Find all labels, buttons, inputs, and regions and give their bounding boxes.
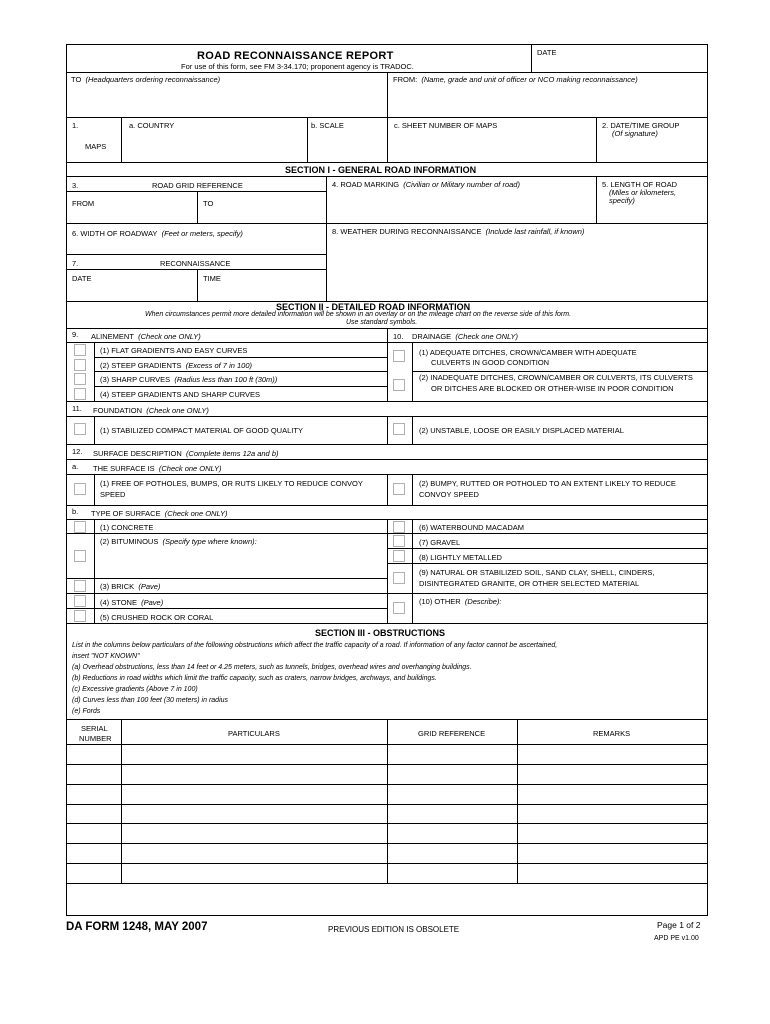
drainage-number: 10. [393, 332, 404, 341]
remarks-cell[interactable] [519, 844, 705, 862]
from-field[interactable] [389, 85, 705, 115]
drainage-option-1b: CULVERTS IN GOOD CONDITION [431, 358, 550, 367]
weather-field[interactable] [329, 237, 705, 299]
particulars-cell[interactable] [123, 864, 385, 882]
length-of-road-field[interactable] [598, 205, 705, 223]
particulars-cell[interactable] [123, 745, 385, 763]
section-2-note-1: When circumstances permit more detailed information will be shown in an overlay or on the mileage chart on the reverse side of this form. [145, 311, 572, 318]
table-row [67, 823, 707, 843]
surface-number: 12. [72, 447, 83, 456]
foundation-checkbox-1[interactable] [74, 423, 86, 435]
brick-option: (3) BRICK (Pave) [100, 582, 161, 591]
coral-option: (5) CRUSHED ROCK OR CORAL [100, 613, 214, 622]
grid-reference-cell[interactable] [389, 844, 515, 862]
date-field[interactable] [533, 57, 707, 71]
remarks-cell[interactable] [519, 824, 705, 842]
grid-reference-cell[interactable] [389, 805, 515, 823]
serial-number-cell[interactable] [69, 785, 119, 803]
table-row [67, 744, 707, 764]
recon-time-label: TIME [203, 274, 221, 283]
remarks-cell[interactable] [519, 745, 705, 763]
drainage-checkbox-2[interactable] [393, 379, 405, 391]
serial-number-cell[interactable] [69, 844, 119, 862]
section-1-title: SECTION I - GENERAL ROAD INFORMATION [285, 165, 477, 175]
remarks-cell[interactable] [519, 785, 705, 803]
remarks-header: REMARKS [593, 729, 631, 738]
scale-label: b. SCALE [311, 121, 344, 130]
road-marking-label: 4. ROAD MARKING (Civilian or Military number of road) [332, 180, 520, 189]
gravel-option: (7) GRAVEL [419, 538, 461, 547]
alinement-checkbox-4[interactable] [74, 388, 86, 400]
remarks-cell[interactable] [519, 805, 705, 823]
macadam-checkbox[interactable] [393, 521, 405, 533]
alinement-label: ALINEMENT (Check one ONLY) [91, 332, 201, 341]
form-title: ROAD RECONNAISSANCE REPORT [197, 50, 394, 62]
brick-checkbox[interactable] [74, 580, 86, 592]
recon-time-field[interactable] [199, 283, 325, 299]
length-hint-1: (Miles or kilometers, [609, 188, 677, 197]
surface-is-option-2a: (2) BUMPY, RUTTED OR POTHOLED TO AN EXTENT LIKELY TO REDUCE [419, 479, 676, 488]
type-of-surface-label: TYPE OF SURFACE (Check one ONLY) [91, 509, 228, 518]
natural-soil-option-b: DISINTEGRATED GRANITE, OR OTHER SELECTED MATERIAL [419, 579, 640, 588]
serial-header-1: SERIAL [81, 724, 108, 733]
serial-number-cell[interactable] [69, 805, 119, 823]
width-of-roadway-label: 6. WIDTH OF ROADWAY (Feet or meters, specify) [72, 229, 243, 238]
drainage-option-2b: OR DITCHES ARE BLOCKED OR OTHER-WISE IN POOR CONDITION [431, 384, 674, 393]
obstruction-item-e: (e) Fords [72, 708, 101, 715]
other-surface-checkbox[interactable] [393, 602, 405, 614]
alinement-checkbox-2[interactable] [74, 359, 86, 371]
maps-label: MAPS [85, 142, 107, 151]
date-label: DATE [537, 48, 557, 57]
grid-reference-cell[interactable] [389, 745, 515, 763]
alinement-number: 9. [72, 330, 79, 339]
other-surface-option: (10) OTHER (Describe): [419, 597, 502, 606]
date-time-group-hint: (Of signature) [612, 129, 658, 138]
foundation-option-2: (2) UNSTABLE, LOOSE OR EASILY DISPLACED MATERIAL [419, 426, 624, 435]
particulars-cell[interactable] [123, 785, 385, 803]
stone-checkbox[interactable] [74, 595, 86, 607]
obstructions-intro-2: insert "NOT KNOWN" [72, 653, 140, 660]
obstructions-intro-1: List in the columns below particulars of the following obstructions which affect the traffic capacity of a road. If information of any factor cannot be ascertained, [72, 642, 558, 649]
grid-reference-number: 3. [72, 181, 79, 190]
to-label: TO (Headquarters ordering reconnaissance) [71, 75, 221, 84]
road-grid-reference-label: ROAD GRID REFERENCE [152, 181, 243, 190]
surface-a-number: a. [72, 462, 79, 471]
remarks-cell[interactable] [519, 765, 705, 783]
surface-is-checkbox-2[interactable] [393, 483, 405, 495]
surface-b-number: b. [72, 507, 79, 516]
other-surface-field[interactable] [415, 607, 705, 622]
drainage-option-1a: (1) ADEQUATE DITCHES, CROWN/CAMBER WITH ADEQUATE [419, 348, 637, 357]
to-grid-label: TO [203, 199, 214, 208]
sheet-number-field[interactable] [389, 131, 594, 159]
table-row [67, 863, 707, 883]
serial-number-cell[interactable] [69, 745, 119, 763]
particulars-header: PARTICULARS [228, 729, 280, 738]
section-3-title: SECTION III - OBSTRUCTIONS [315, 628, 446, 638]
bituminous-type-field[interactable] [97, 547, 385, 577]
scale-field[interactable] [309, 131, 385, 159]
table-row [67, 843, 707, 863]
alinement-option-4: (4) STEEP GRADIENTS AND SHARP CURVES [100, 390, 261, 399]
particulars-cell[interactable] [123, 805, 385, 823]
obstruction-item-c: (c) Excessive gradients (Above 7 in 100) [72, 686, 198, 693]
section-2-note-2: Use standard symbols. [346, 319, 418, 326]
remarks-cell[interactable] [519, 864, 705, 882]
road-marking-field[interactable] [329, 191, 595, 221]
maps-number: 1. [72, 121, 79, 130]
date-time-group-label: 2. DATE/TIME GROUP [602, 121, 680, 130]
gravel-checkbox[interactable] [393, 535, 405, 547]
length-hint-2: specify) [609, 196, 635, 205]
section-2-title: SECTION II - DETAILED ROAD INFORMATION [276, 302, 471, 312]
drainage-checkbox-1[interactable] [393, 350, 405, 362]
obstruction-item-a: (a) Overhead obstructions, less than 14 feet or 4.25 meters, such as tunnels, bridges, overhead wires and overhanging buildings. [72, 664, 472, 671]
alinement-option-2: (2) STEEP GRADIENTS (Excess of 7 in 100) [100, 361, 252, 370]
form-number: DA FORM 1248, MAY 2007 [66, 921, 208, 933]
grid-reference-header: GRID REFERENCE [418, 729, 486, 738]
bituminous-checkbox[interactable] [74, 550, 86, 562]
alinement-checkbox-3[interactable] [74, 373, 86, 385]
table-row [67, 784, 707, 804]
length-of-road-label: 5. LENGTH OF ROAD [602, 180, 678, 189]
surface-is-option-1a: (1) FREE OF POTHOLES, BUMPS, OR RUTS LIKELY TO REDUCE CONVOY [100, 479, 363, 488]
previous-edition-notice: PREVIOUS EDITION IS OBSOLETE [328, 925, 460, 934]
foundation-option-1: (1) STABILIZED COMPACT MATERIAL OF GOOD QUALITY [100, 426, 303, 435]
alinement-checkbox-1[interactable] [74, 344, 86, 356]
alinement-option-1: (1) FLAT GRADIENTS AND EASY CURVES [100, 346, 248, 355]
serial-number-cell[interactable] [69, 824, 119, 842]
coral-checkbox[interactable] [74, 610, 86, 622]
drainage-option-2a: (2) INADEQUATE DITCHES, CROWN/CAMBER OR CULVERTS, ITS CULVERTS [419, 373, 693, 382]
weather-label: 8. WEATHER DURING RECONNAISSANCE (Include last rainfall, if known) [332, 227, 585, 236]
metalled-option: (8) LIGHTLY METALLED [419, 553, 502, 562]
metalled-checkbox[interactable] [393, 550, 405, 562]
concrete-checkbox[interactable] [74, 521, 86, 533]
table-row [67, 804, 707, 824]
reconnaissance-number: 7. [72, 259, 79, 268]
serial-header-2: NUMBER [79, 734, 112, 743]
obstruction-item-b: (b) Reductions in road widths which limit the traffic capacity, such as craters, narrow bridges, archways, and buildings. [72, 675, 437, 682]
foundation-checkbox-2[interactable] [393, 423, 405, 435]
grid-reference-cell[interactable] [389, 824, 515, 842]
form-subtitle: For use of this form, see FM 3-34.170; proponent agency is TRADOC. [181, 62, 414, 71]
table-row [67, 764, 707, 784]
to-grid-field[interactable] [217, 195, 325, 221]
natural-soil-option-a: (9) NATURAL OR STABILIZED SOIL, SAND CLAY, SHELL, CINDERS, [419, 568, 655, 577]
particulars-cell[interactable] [123, 765, 385, 783]
stone-option: (4) STONE (Pave) [100, 598, 164, 607]
recon-date-label: DATE [72, 274, 92, 283]
reconnaissance-label: RECONNAISSANCE [160, 259, 231, 268]
date-time-group-field[interactable] [598, 139, 705, 159]
surface-is-label: THE SURFACE IS (Check one ONLY) [93, 464, 222, 473]
particulars-cell[interactable] [123, 844, 385, 862]
from-label: FROM: (Name, grade and unit of officer or NCO making reconnaissance) [393, 75, 638, 84]
road-reconnaissance-form [66, 44, 708, 916]
macadam-option: (6) WATERBOUND MACADAM [419, 523, 524, 532]
grid-reference-cell[interactable] [389, 864, 515, 882]
country-field[interactable] [123, 131, 305, 159]
surface-is-checkbox-1[interactable] [74, 483, 86, 495]
country-label: a. COUNTRY [129, 121, 175, 130]
page-number: Page 1 of 2 [657, 920, 701, 930]
to-field[interactable] [69, 85, 385, 115]
from-grid-label: FROM [72, 199, 95, 208]
serial-number-cell[interactable] [69, 864, 119, 882]
natural-soil-checkbox[interactable] [393, 572, 405, 584]
apd-version: APD PE v1.00 [654, 935, 699, 942]
drainage-label: DRAINAGE (Check one ONLY) [412, 332, 519, 341]
obstruction-item-d: (d) Curves less than 100 feet (30 meters) in radius [72, 697, 229, 704]
particulars-cell[interactable] [123, 824, 385, 842]
sheet-number-label: c. SHEET NUMBER OF MAPS [394, 121, 498, 130]
grid-reference-cell[interactable] [389, 785, 515, 803]
bituminous-option: (2) BITUMINOUS (Specify type where known): [100, 537, 257, 546]
recon-date-field[interactable] [69, 283, 195, 299]
alinement-option-3: (3) SHARP CURVES (Radius less than 100 ft (30m)) [100, 375, 278, 384]
surface-description-label: SURFACE DESCRIPTION (Complete items 12a and b) [93, 449, 279, 458]
from-grid-field[interactable] [97, 195, 195, 221]
foundation-label: FOUNDATION (Check one ONLY) [93, 406, 209, 415]
concrete-option: (1) CONCRETE [100, 523, 154, 532]
foundation-number: 11. [72, 404, 82, 413]
surface-is-option-2b: CONVOY SPEED [419, 490, 479, 499]
surface-is-option-1b: SPEED [100, 490, 126, 499]
grid-reference-cell[interactable] [389, 765, 515, 783]
width-of-roadway-field[interactable] [69, 239, 324, 253]
serial-number-cell[interactable] [69, 765, 119, 783]
